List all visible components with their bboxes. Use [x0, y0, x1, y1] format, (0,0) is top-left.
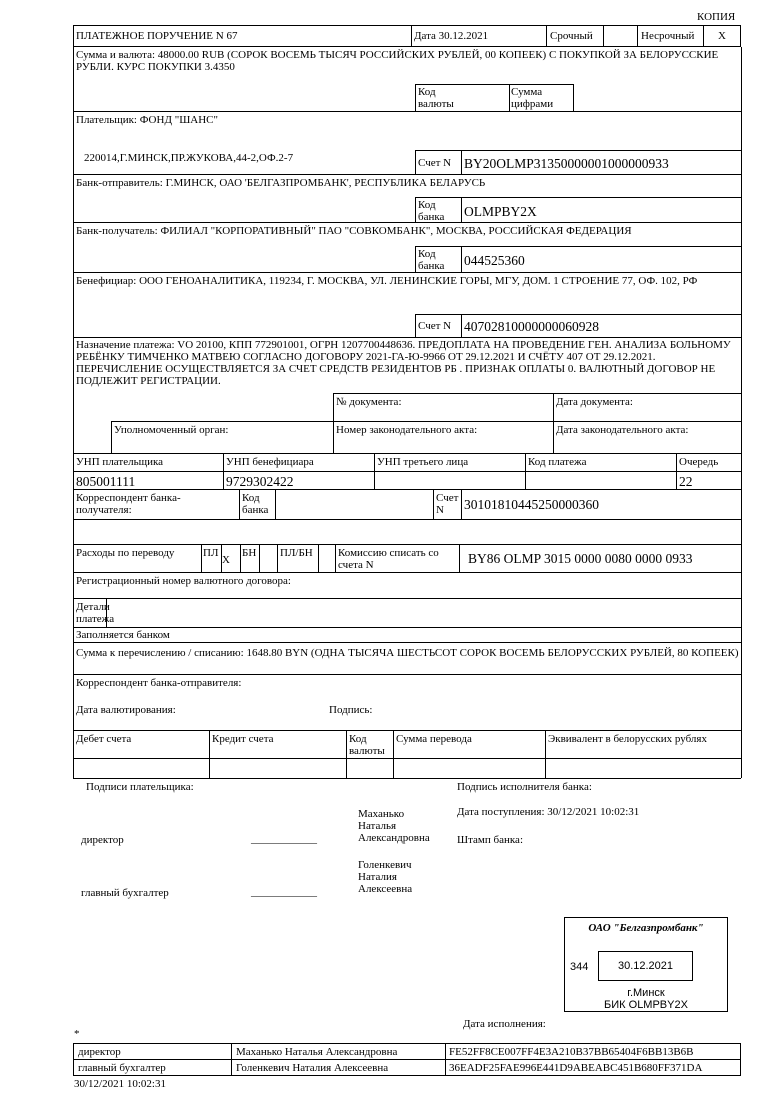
divider	[545, 730, 546, 778]
frame-right	[741, 642, 742, 778]
divider	[73, 758, 741, 759]
non-urgent-mark: X	[718, 30, 726, 42]
divider	[335, 544, 336, 572]
divider	[73, 598, 741, 599]
document-title: ПЛАТЕЖНОЕ ПОРУЧЕНИЕ N 67	[76, 30, 238, 42]
currency-code-label: Код валюты	[418, 86, 454, 110]
payer-unp: 805001111	[76, 474, 136, 489]
divider	[73, 778, 741, 779]
divider	[546, 25, 547, 47]
divider	[461, 197, 462, 222]
divider	[73, 453, 741, 454]
correspondent-account-label: Счет N	[436, 492, 459, 516]
divider	[240, 544, 241, 572]
expenses-pl-mark: X	[222, 554, 230, 566]
queue-label: Очередь	[679, 456, 719, 468]
payer-account-label: Счет N	[418, 157, 452, 169]
esign-role: главный бухгалтер	[78, 1062, 166, 1074]
beneficiary-account-label: Счет N	[418, 320, 452, 332]
stamp-bank-name: ОАО "Белгазпромбанк"	[588, 922, 704, 934]
doc-date-label: Дата документа:	[556, 396, 633, 408]
payment-purpose: Назначение платежа: VO 20100, КПП 772901001, ОГРН 1207700448636. ПРЕДОПЛАТА НА ПРОВЕДЕНИЕ ГЕН. АНАЛИЗА БОЛЬНОМУ РЕБЁНКУ ТИМЧЕНКО МАТВЕЮ СОГЛАСНО ДОГОВОРУ 2021-ГА-Ю-9966 ОТ 29.12.2021 И СЧЁТУ 407 ОТ 29.12.2021. ПЕРЕЧИСЛЕНИЕ ОСУЩЕСТВЛЯЕТСЯ ЗА СЧЕТ СРЕДСТВ РЕЗИДЕНТОВ РБ . ПРИЗНАК ОПЛАТЫ 0. ВАЛЮТНЫЙ ДОГОВОР НЕ ПОДЛЕЖИТ РЕГИСТРАЦИИ.	[76, 339, 731, 387]
sender-bank-code-label: Код банка	[418, 199, 445, 223]
receiver-bank-label: Банк-получатель: ФИЛИАЛ "КОРПОРАТИВНЫЙ" ПАО "СОВКОМБАНК", МОСКВА, РОССИЙСКАЯ ФЕДЕРАЦИЯ	[76, 225, 632, 237]
divider	[111, 421, 112, 453]
bank-fill-label: Заполняется банком	[76, 629, 170, 641]
divider	[393, 730, 394, 778]
value-date-label: Дата валютирования:	[76, 704, 176, 716]
esign-name: Голенкевич Наталия Алексеевна	[236, 1062, 389, 1074]
stamp-city: г.Минск	[627, 987, 665, 999]
commission-account: BY86 OLMP 3015 0000 0080 0000 0933	[468, 551, 693, 566]
third-party-unp-label: УНП третьего лица	[377, 456, 469, 468]
receiver-bank-code: 044525360	[464, 253, 525, 268]
payer-signatures-label: Подписи плательщика:	[86, 781, 194, 793]
document-date: Дата 30.12.2021	[414, 30, 489, 42]
divider	[415, 197, 741, 198]
expenses-bn: БН	[242, 547, 257, 559]
divider	[415, 246, 416, 272]
urgent-label: Срочный	[550, 30, 593, 42]
divider	[415, 150, 741, 151]
copy-label: КОПИЯ	[697, 11, 736, 23]
divider	[333, 393, 741, 394]
divider	[73, 337, 741, 338]
divider	[73, 674, 741, 675]
doc-number-label: № документа:	[336, 396, 402, 408]
divider	[415, 314, 416, 337]
stamp-bic: БИК OLMPBY2X	[604, 999, 688, 1011]
divider	[415, 197, 416, 222]
divider	[73, 489, 741, 490]
sum-digits-label: Сумма цифрами	[511, 86, 554, 110]
divider	[445, 1043, 446, 1076]
divider	[411, 25, 412, 47]
divider	[259, 544, 260, 572]
divider	[509, 84, 510, 111]
divider	[231, 1043, 232, 1076]
divider	[415, 314, 741, 315]
details-label: Детали платежа	[76, 601, 115, 625]
divider	[73, 272, 741, 273]
receiver-bank-code-label: Код банка	[418, 248, 445, 272]
divider	[461, 150, 462, 174]
payment-code-label: Код платежа	[528, 456, 587, 468]
currency-code-header: Код валюты	[349, 733, 385, 757]
divider	[415, 246, 741, 247]
divider	[275, 489, 276, 519]
stamp-number: 344	[570, 961, 589, 973]
divider	[346, 730, 347, 778]
divider	[415, 84, 573, 85]
execution-date-label: Дата исполнения:	[463, 1018, 546, 1030]
footer-timestamp: 30/12/2021 10:02:31	[74, 1078, 166, 1090]
esign-name: Маханько Наталья Александровна	[236, 1046, 398, 1058]
act-number-label: Номер законодательного акта:	[336, 424, 478, 436]
divider	[73, 1059, 741, 1060]
divider	[461, 314, 462, 337]
expenses-pl: ПЛ	[203, 547, 219, 559]
divider	[603, 25, 604, 47]
frame-right	[741, 47, 742, 642]
divider	[73, 222, 741, 223]
correspondent-label: Корреспондент банка-получателя:	[76, 492, 181, 516]
authority-label: Уполномоченный орган:	[114, 424, 229, 436]
director-name: Маханько Наталья Александровна	[358, 808, 430, 844]
expenses-label: Расходы по переводу	[76, 547, 175, 559]
divider	[201, 544, 202, 572]
divider	[73, 471, 741, 472]
director-role: директор	[81, 834, 124, 846]
bank-signature-label: Подпись исполнителя банка:	[457, 781, 592, 793]
divider	[239, 489, 240, 519]
signature-label: Подпись:	[329, 704, 373, 716]
divider	[461, 246, 462, 272]
divider	[209, 730, 210, 778]
payer-unp-label: УНП плательщика	[76, 456, 164, 468]
divider	[73, 111, 741, 112]
divider	[553, 393, 554, 453]
beneficiary-unp: 9729302422	[226, 474, 294, 489]
esign-hash: 36EADF25FAE996E441D9ABEABC451B680FF371DA	[449, 1062, 703, 1074]
divider	[106, 598, 107, 627]
frame-left	[73, 47, 74, 642]
divider	[433, 489, 434, 519]
amount-text: Сумма и валюта: 48000.00 RUB (СОРОК ВОСЕМЬ ТЫСЯЧ РОССИЙСКИХ РУБЛЕЙ, 00 КОПЕЕК) С ПОКУПКОЙ ЗА БЕЛОРУССКИЕ РУБЛИ. КУРС ПОКУПКИ 3.4350	[76, 49, 719, 73]
director-signature-line: ____________	[251, 833, 317, 845]
beneficiary-unp-label: УНП бенефициара	[226, 456, 314, 468]
debit-header: Дебет счета	[76, 733, 132, 745]
stamp-date: 30.12.2021	[617, 960, 674, 972]
queue-value: 22	[679, 474, 693, 489]
equivalent-header: Эквивалент в белорусских рублях	[548, 733, 707, 745]
divider	[637, 25, 638, 47]
divider	[111, 421, 741, 422]
reg-number-label: Регистрационный номер валютного договора:	[76, 575, 291, 587]
payer-address: 220014,Г.МИНСК,ПР.ЖУКОВА,44-2,ОФ.2-7	[84, 152, 294, 164]
stamp-date-box	[598, 951, 693, 981]
asterisk: *	[74, 1028, 80, 1040]
divider	[73, 730, 741, 731]
esign-role: директор	[78, 1046, 121, 1058]
divider	[73, 544, 741, 545]
accountant-name: Голенкевич Наталия Алексеевна	[358, 859, 413, 895]
correspondent-code-label: Код банка	[242, 492, 269, 516]
credit-header: Кредит счета	[212, 733, 274, 745]
accountant-role: главный бухгалтер	[81, 887, 169, 899]
divider	[318, 544, 319, 572]
divider	[459, 544, 460, 572]
bank-stamp	[564, 917, 728, 1012]
divider	[573, 84, 574, 111]
correspondent-account: 30101810445250000360	[464, 497, 599, 512]
beneficiary-account: 40702810000000060928	[464, 319, 599, 334]
divider	[333, 393, 334, 453]
divider	[73, 627, 741, 628]
divider	[277, 544, 278, 572]
sender-bank-label: Банк-отправитель: Г.МИНСК, ОАО 'БЕЛГАЗПРОМБАНК', РЕСПУБЛИКА БЕЛАРУСЬ	[76, 177, 486, 189]
sender-correspondent-label: Корреспондент банка-отправителя:	[76, 677, 242, 689]
expenses-plbn: ПЛ/БН	[280, 547, 313, 559]
divider	[415, 84, 416, 111]
divider	[73, 572, 741, 573]
commission-label: Комиссию списать со счета N	[338, 547, 439, 571]
act-date-label: Дата законодательного акта:	[556, 424, 689, 436]
divider	[703, 25, 704, 47]
divider	[73, 519, 741, 520]
divider	[415, 150, 416, 174]
payer-label: Плательщик: ФОНД "ШАНС"	[76, 114, 219, 126]
received-date: Дата поступления: 30/12/2021 10:02:31	[457, 806, 640, 818]
sender-bank-code: OLMPBY2X	[464, 204, 537, 219]
divider	[73, 642, 741, 643]
transfer-sum-header: Сумма перевода	[396, 733, 472, 745]
non-urgent-label: Несрочный	[641, 30, 695, 42]
transfer-sum: Сумма к перечислению / списанию: 1648.80 BYN (ОДНА ТЫСЯЧА ШЕСТЬСОТ СОРОК ВОСЕМЬ БЕЛОРУССКИХ РУБЛЕЙ, 80 КОПЕЕК)	[76, 647, 739, 659]
divider	[73, 174, 741, 175]
beneficiary-label: Бенефициар: ООО ГЕНОАНАЛИТИКА, 119234, Г. МОСКВА, УЛ. ЛЕНИНСКИЕ ГОРЫ, МГУ, ДОМ. 1 СТРОЕНИЕ 77, ОФ. 102, РФ	[76, 275, 698, 287]
payer-account: BY20OLMP31350000001000000933	[464, 156, 669, 171]
stamp-label: Штамп банка:	[457, 834, 523, 846]
esign-hash: FE52FF8CE007FF4E3A210B37BB65404F6BB13B6B	[449, 1046, 694, 1058]
accountant-signature-line: ____________	[251, 886, 317, 898]
